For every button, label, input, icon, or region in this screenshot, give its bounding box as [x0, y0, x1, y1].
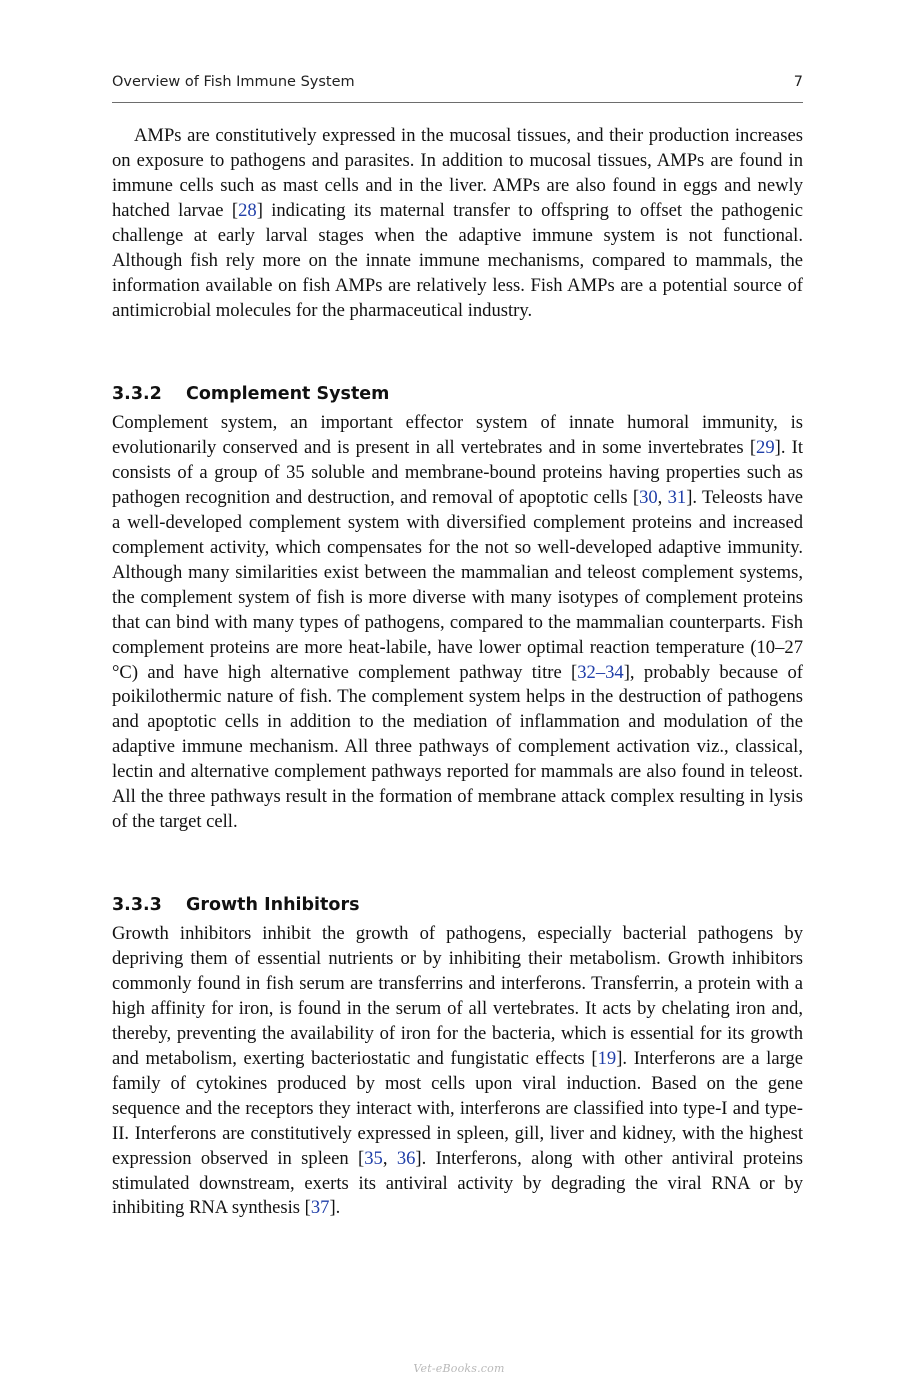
- section-heading-complement-system: [112, 384, 803, 404]
- text-run: ] indicating its maternal transfer to offspring to offset the pathogenic challenge at early larval stages when the adaptive immune system is not functional. Although fish rely more on the innate immune mechanisms, compared to mammals, the information available on fish AMPs are relatively less. Fish AMPs are a potential source of antimicrobial molecules for the pharmaceutical industry.: [112, 199, 804, 321]
- citation-link[interactable]: 37: [310, 1197, 330, 1219]
- watermark-logo: Vet-eBooks.com: [413, 1362, 505, 1375]
- citation-link[interactable]: 29: [756, 436, 775, 458]
- text-run: ].: [329, 1197, 341, 1219]
- text-run: Complement system, an important effector system of innate humoral immunity, is evolutionarily conserved and is present in all vertebrates and in some invertebrates [: [112, 412, 803, 458]
- text-run: Growth inhibitors inhibit the growth of pathogens, especially bacterial pathogens by depriving them of essential nutrients or by inhibiting their metabolism. Growth inhibitors commonly found in fish serum are transferrins and interferons. Transferrin, a protein with a high affinity for iron, is found in the serum of all vertebrates. It acts by chelating iron and, thereby, preventing the availability of iron for the bacteria, which is essential for its growth and metabolism, exerting bacteriostatic and fungistatic effects [: [112, 923, 803, 1069]
- citation-link[interactable]: 28: [238, 199, 257, 221]
- citation-link[interactable]: 19: [597, 1047, 617, 1069]
- text-run: ], probably because of poikilothermic nature of fish. The complement system helps in the destruction of pathogens and apoptotic cells in addition to the mediation of inflammation and modulation of the adaptive immune mechanism. All three pathways of complement activation viz., classical, lectin and alternative complement pathways reported for mammals are also found in teleost. All the three pathways result in the formation of membrane attack complex resulting in lysis of the target cell.: [112, 661, 803, 833]
- citation-link[interactable]: 31: [667, 486, 687, 508]
- text-run: ]. Interferons are a large family of cytokines produced by most cells upon viral induction. Based on the gene sequence and the receptors they interact with, interferons are classified into type-I and type-II. Interferons are constitutively expressed in spleen, gill, liver and kidney, with the highest expression observed in spleen [: [112, 1047, 803, 1169]
- citation-link[interactable]: 36: [396, 1147, 416, 1169]
- running-header-title: Overview of Fish Immune System: [112, 74, 355, 90]
- text-run: ,: [657, 486, 668, 508]
- citation-link[interactable]: 30: [639, 486, 658, 508]
- paragraph-amps: [112, 124, 803, 324]
- running-header: [112, 72, 803, 103]
- text-run: ,: [382, 1147, 397, 1169]
- paragraph-complement-system: [112, 411, 803, 835]
- citation-link[interactable]: 35: [364, 1147, 383, 1169]
- paragraph-growth-inhibitors: [112, 922, 803, 1221]
- section-heading-growth-inhibitors: [112, 895, 803, 915]
- text-run: ]. It consists of a group of 35 soluble and membrane-bound proteins having properties such as pathogen recognition and destruction, and removal of apoptotic cells [: [112, 436, 803, 508]
- section-title: Growth Inhibitors: [186, 895, 360, 915]
- text-run: AMPs are constitutively expressed in the mucosal tissues, and their production increases on exposure to pathogens and parasites. In addition to mucosal tissues, AMPs are found in immune cells such as mast cells and in the liver. AMPs are also found in eggs and newly hatched larvae [: [112, 125, 803, 221]
- text-run: ]. Teleosts have a well-developed complement system with diversified complement proteins and increased complement activity, which compensates for the not so well-developed adaptive immunity. Although many similarities exist between the mammalian and teleost complement systems, the complement system of fish is more diverse with many isotypes of complement proteins that can bind with many types of pathogens, compared to the mammalian counterparts. Fish complement proteins are more heat-labile, have lower optimal reaction temperature (10–27 °C) and have high alternative complement pathway titre [: [112, 486, 803, 683]
- citation-link[interactable]: 32–34: [577, 661, 624, 683]
- section-number: 3.3.2: [112, 384, 162, 404]
- text-run: ]. Interferons, along with other antiviral proteins stimulated downstream, exerts its antiviral activity by degrading the viral RNA or by inhibiting RNA synthesis [: [112, 1147, 803, 1219]
- page-number: 7: [793, 74, 803, 90]
- section-title: Complement System: [186, 384, 390, 404]
- section-number: 3.3.3: [112, 895, 162, 915]
